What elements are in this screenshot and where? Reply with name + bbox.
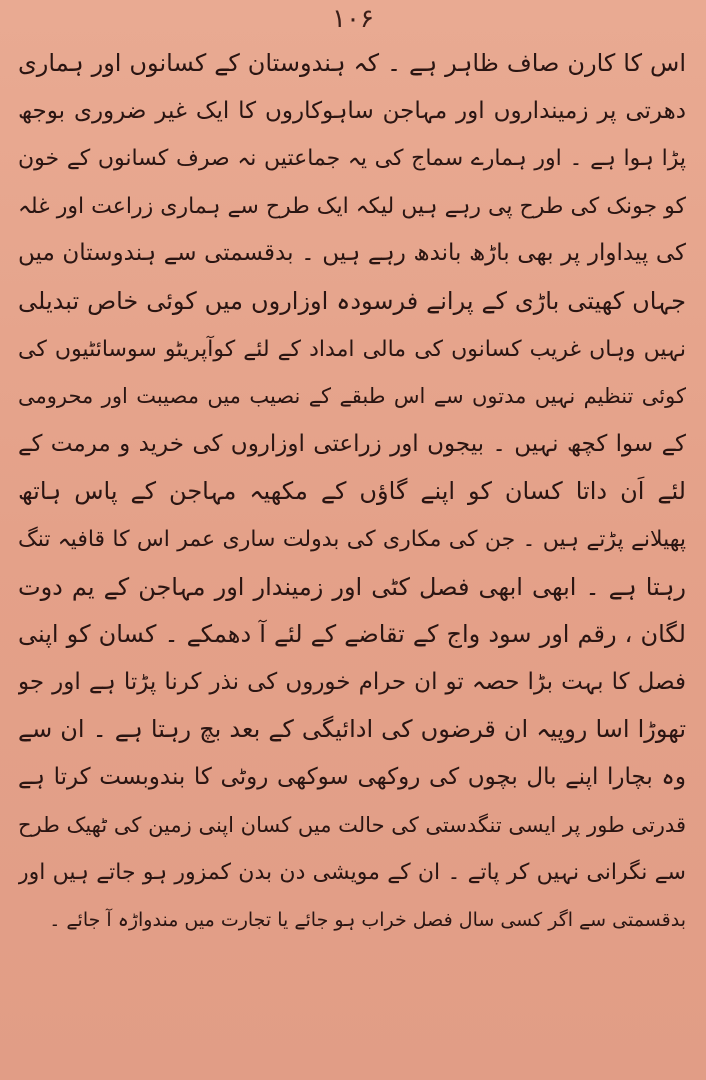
text-line: رہتا ہے ۔ ابھی ابھی فصل کٹی اور زمیندار اور مہاجن کے یم دوت bbox=[18, 572, 686, 601]
text-line: کی پیداوار پر بھی باڑھ باندھ رہے ہیں ۔ بدقسمتی سے ہندوستان میں bbox=[18, 240, 686, 267]
text-line: لئے اَن داتا کسان کو اپنے گاؤں کے مکھیہ مہاجن کے پاس ہاتھ bbox=[18, 477, 686, 506]
text-line: لگان ، رقم اور سود واج کے تقاضے کے لئے آ دھمکے ۔ کسان کو اپنی bbox=[18, 620, 686, 649]
text-line: پڑا ہوا ہے ۔ اور ہمارے سماج کی یہ جماعتیں نہ صرف کسانوں کے خون bbox=[18, 146, 686, 172]
page-number: ۱۰۶ bbox=[332, 4, 374, 34]
page-text bbox=[18, 40, 686, 944]
text-line: سے نگرانی نہیں کر پاتے ۔ ان کے مویشی دن بدن کمزور ہو جاتے ہیں اور bbox=[18, 860, 686, 886]
text-line: نہیں وہاں غریب کسانوں کی مالی امداد کے لئے کوآپریٹو سوسائٹیوں کی bbox=[18, 336, 686, 362]
text-line: وہ بچارا اپنے بال بچوں کی روکھی سوکھی روٹی کا بندوبست کرتا ہے bbox=[18, 763, 686, 790]
text-line: کے سوا کچھ نہیں ۔ بیجوں اور زراعتی اوزاروں کی خرید و مرمت کے bbox=[18, 430, 686, 457]
text-line: پھیلانے پڑتے ہیں ۔ جن کی مکاری کی بدولت ساری عمر اس کا قافیہ تنگ bbox=[18, 526, 686, 552]
text-line: قدرتی طور پر ایسی تنگدستی کی حالت میں کسان اپنی زمین کی ٹھیک طرح bbox=[18, 812, 686, 837]
text-line: دھرتی پر زمینداروں اور مہاجن ساہوکاروں کا ایک غیر ضروری بوجھ bbox=[18, 97, 686, 124]
text-line: اس کا کارن صاف ظاہر ہے ۔ کہ ہندوستان کے کسانوں اور ہماری bbox=[18, 49, 686, 77]
text-line: فصل کا بہت بڑا حصہ تو ان حرام خوروں کی نذر کرنا پڑتا ہے اور جو bbox=[18, 668, 686, 695]
text-line: بدقسمتی سے اگر کسی سال فصل خراب ہو جائے یا تجارت میں مندواڑہ آ جائے ۔ bbox=[49, 908, 686, 931]
text-line: کوئی تنظیم نہیں مدتوں سے اس طبقے کے نصیب میں مصیبت اور محرومی bbox=[18, 384, 686, 409]
text-line: جہاں کھیتی باڑی کے پرانے فرسودہ اوزاروں میں کوئی خاص تبدیلی bbox=[18, 286, 686, 315]
text-line: کو جونک کی طرح پی رہے ہیں لیکہ ایک طرح سے ہماری زراعت اور غلہ bbox=[18, 193, 686, 219]
text-line: تھوڑا اسا روپیہ ان قرضوں کی ادائیگی کے بعد بچ رہتا ہے ۔ ان سے bbox=[18, 715, 686, 744]
